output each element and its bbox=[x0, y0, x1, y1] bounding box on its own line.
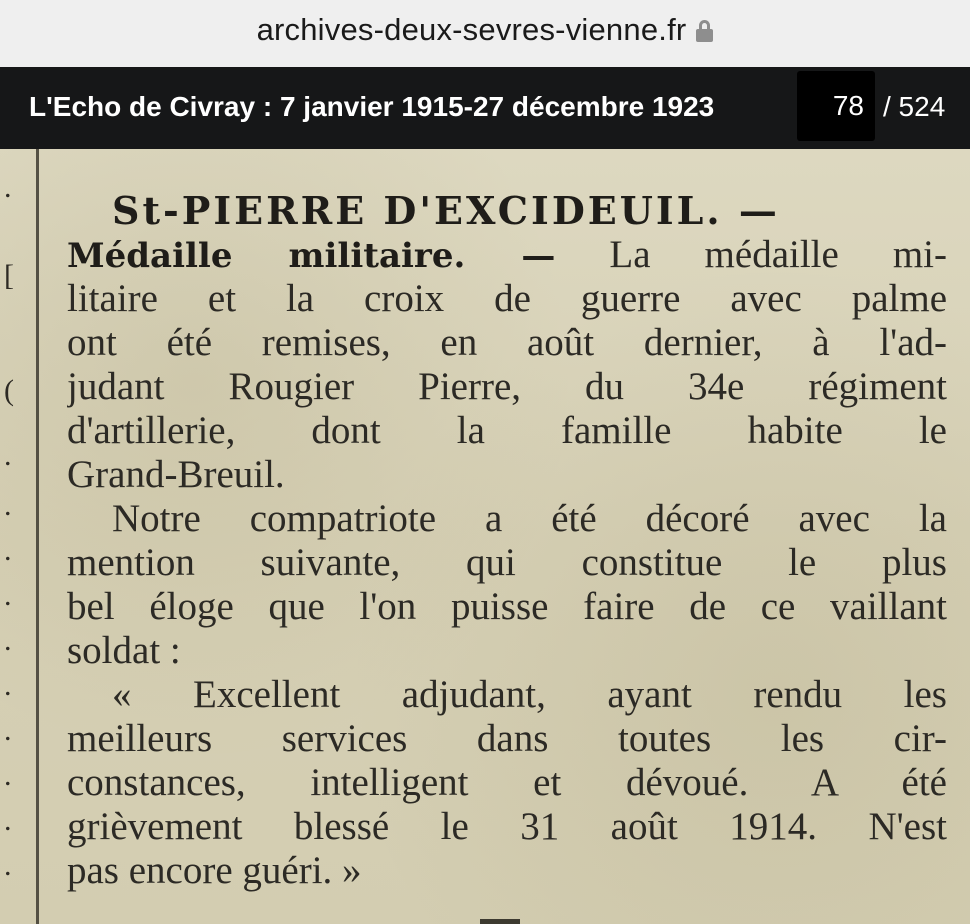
article-line: meilleurs services dans toutes les cir- bbox=[67, 717, 947, 760]
margin-mark: . bbox=[4, 714, 12, 747]
address-bar[interactable] bbox=[0, 0, 970, 67]
article-line: litaire et la croix de guerre avec palme bbox=[67, 277, 947, 320]
article-line: bel éloge que l'on puisse faire de ce vaillant bbox=[67, 585, 947, 628]
margin-mark: . bbox=[4, 624, 12, 657]
page-number-input[interactable]: 78 bbox=[797, 71, 875, 141]
article-line bbox=[67, 233, 947, 277]
article-line: judant Rougier Pierre, du 34e régiment bbox=[67, 365, 947, 408]
article-line: grièvement blessé le 31 août 1914. N'est bbox=[67, 805, 947, 848]
page-total: / 524 bbox=[883, 91, 946, 122]
article-line: constances, intelligent et dévoué. A été bbox=[67, 761, 947, 804]
article-line: « Excellent adjudant, ayant rendu les bbox=[112, 673, 947, 716]
document-title: L'Echo de Civray : 7 janvier 1915-27 décembre 1923 bbox=[29, 91, 715, 122]
lock-icon bbox=[696, 20, 713, 42]
margin-mark: . bbox=[4, 171, 12, 204]
margin-mark: . bbox=[4, 489, 12, 522]
margin-mark: ( bbox=[4, 374, 14, 407]
margin-mark: . bbox=[4, 849, 12, 882]
article-heading: St-PIERRE D'EXCIDEUIL. — bbox=[112, 189, 780, 233]
margin-mark: . bbox=[4, 669, 12, 702]
article-line: d'artillerie, dont la famille habite le bbox=[67, 409, 947, 452]
article-line-text: La médaille mi- bbox=[609, 233, 947, 276]
next-article-rule bbox=[480, 919, 520, 924]
article-line: soldat : bbox=[67, 629, 181, 672]
article-line: pas encore guéri. » bbox=[67, 849, 362, 892]
margin-mark: . bbox=[4, 439, 12, 472]
viewer-header bbox=[0, 67, 970, 149]
margin-mark: . bbox=[4, 579, 12, 612]
document-scan[interactable] bbox=[0, 149, 970, 924]
article-line: ont été remises, en août dernier, à l'ad- bbox=[67, 321, 947, 364]
article-line: mention suivante, qui constitue le plus bbox=[67, 541, 947, 584]
margin-mark: [ bbox=[4, 259, 14, 292]
url-text[interactable]: archives-deux-sevres-vienne.fr bbox=[256, 11, 687, 47]
margin-mark: . bbox=[4, 534, 12, 567]
article bbox=[67, 189, 947, 893]
margin-mark: . bbox=[4, 804, 12, 837]
margin-mark: . bbox=[4, 759, 12, 792]
article-subheading: Médaille militaire. — bbox=[67, 236, 556, 276]
article-line: Notre compatriote a été décoré avec la bbox=[112, 497, 947, 540]
column-rule bbox=[36, 149, 39, 924]
article-line: Grand-Breuil. bbox=[67, 453, 285, 496]
